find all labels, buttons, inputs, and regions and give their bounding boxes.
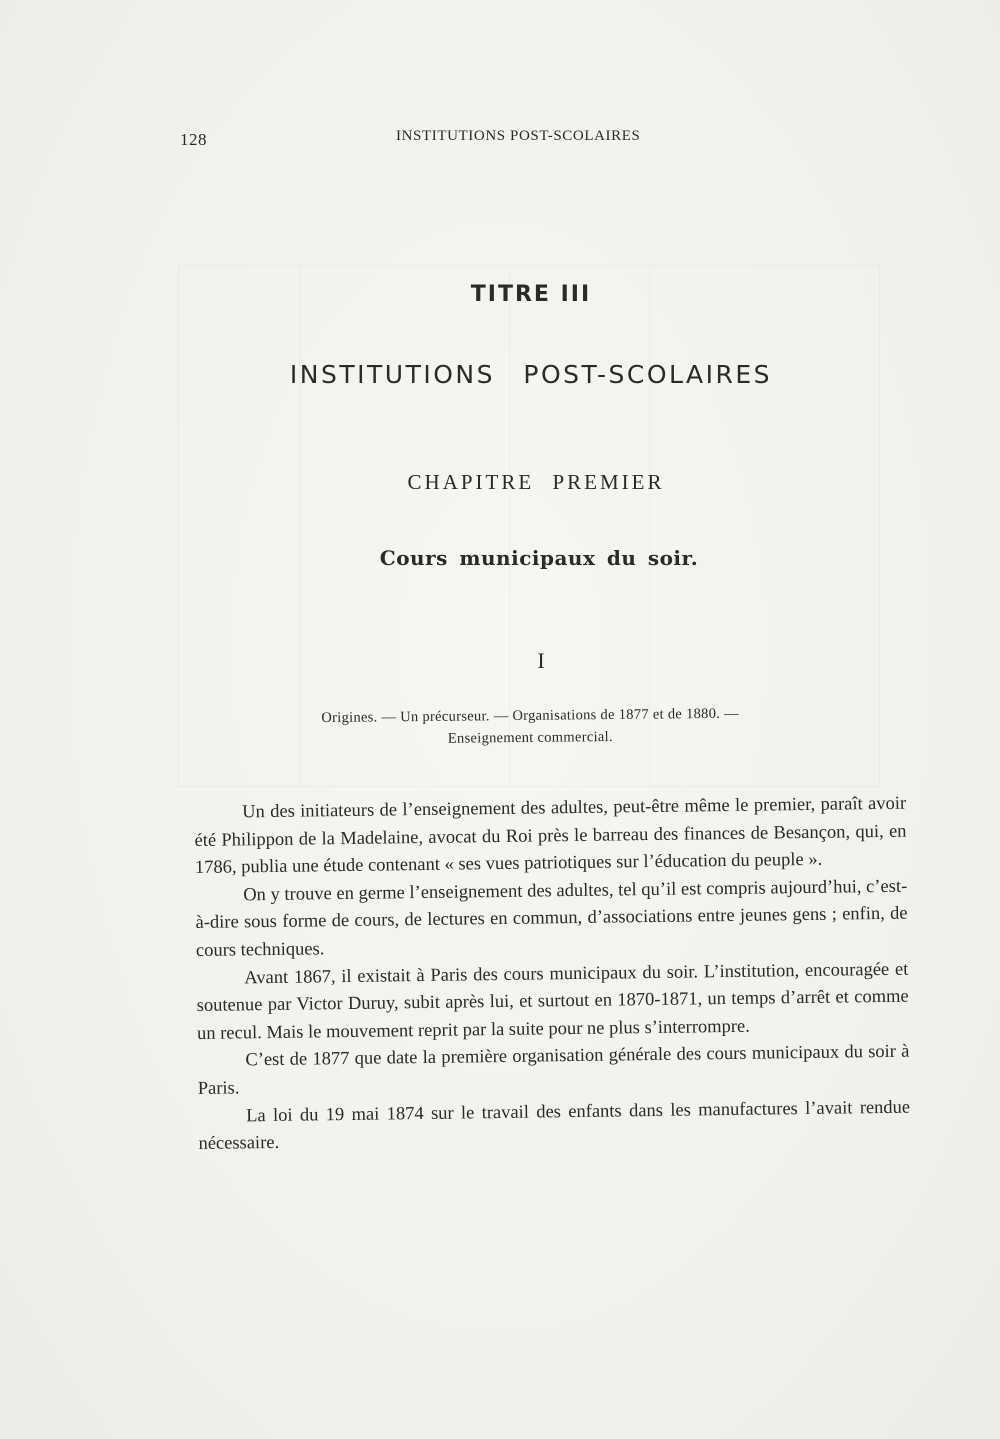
section-summary [230, 702, 830, 752]
paragraph: C’est de 1877 que date la première organisation générale des cours municipaux du soir à Paris. [197, 1042, 910, 1099]
part-heading: TITRE III [470, 282, 592, 307]
body-text [194, 791, 911, 1159]
chapter-title: Cours municipaux du soir. [379, 546, 699, 570]
running-title: INSTITUTIONS POST-SCOLAIRES [396, 128, 641, 144]
paragraph: Avant 1867, il existait à Paris des cours municipaux du soir. L’institution, encouragée et soutenue par Victor Duruy, subit après lui, et surtout en 1870-1871, un temps d’arrêt et comme un recul. Mais le mouvement reprit par la suite pour ne plus s’interrompre. [196, 959, 909, 1044]
paragraph: Un des initiateurs de l’enseignement des adultes, peut-être même le premier, paraît avoir été Philippon de la Madelaine, avocat du Roi près le barreau des finances de Besançon, qui, en 1786, publia une étude contenant « ses vues patriotiques sur l’éducation du peuple ». [194, 793, 907, 879]
part-title: INSTITUTIONS POST-SCOLAIRES [289, 360, 773, 389]
section-number: I [537, 648, 545, 673]
paragraph: On y trouve en germe l’enseignement des adultes, tel qu’il est compris aujourd’hui, c’est-à-dire sous forme de cours, de lectures en commun, d’associations entre jeunes gens ; enfin, de cours techniques. [195, 876, 908, 961]
chapter-heading: CHAPITRE PREMIER [407, 470, 665, 494]
page-number: 128 [180, 130, 207, 149]
running-head [180, 128, 900, 152]
summary-line: Enseignement commercial. [447, 728, 613, 747]
paragraph: La loi du 19 mai 1874 sur le travail des enfants dans les manufactures l’avait rendue nécessaire. [198, 1097, 911, 1155]
summary-line: Origines. — Un précurseur. — Organisations de 1877 et de 1880. — [321, 705, 739, 727]
